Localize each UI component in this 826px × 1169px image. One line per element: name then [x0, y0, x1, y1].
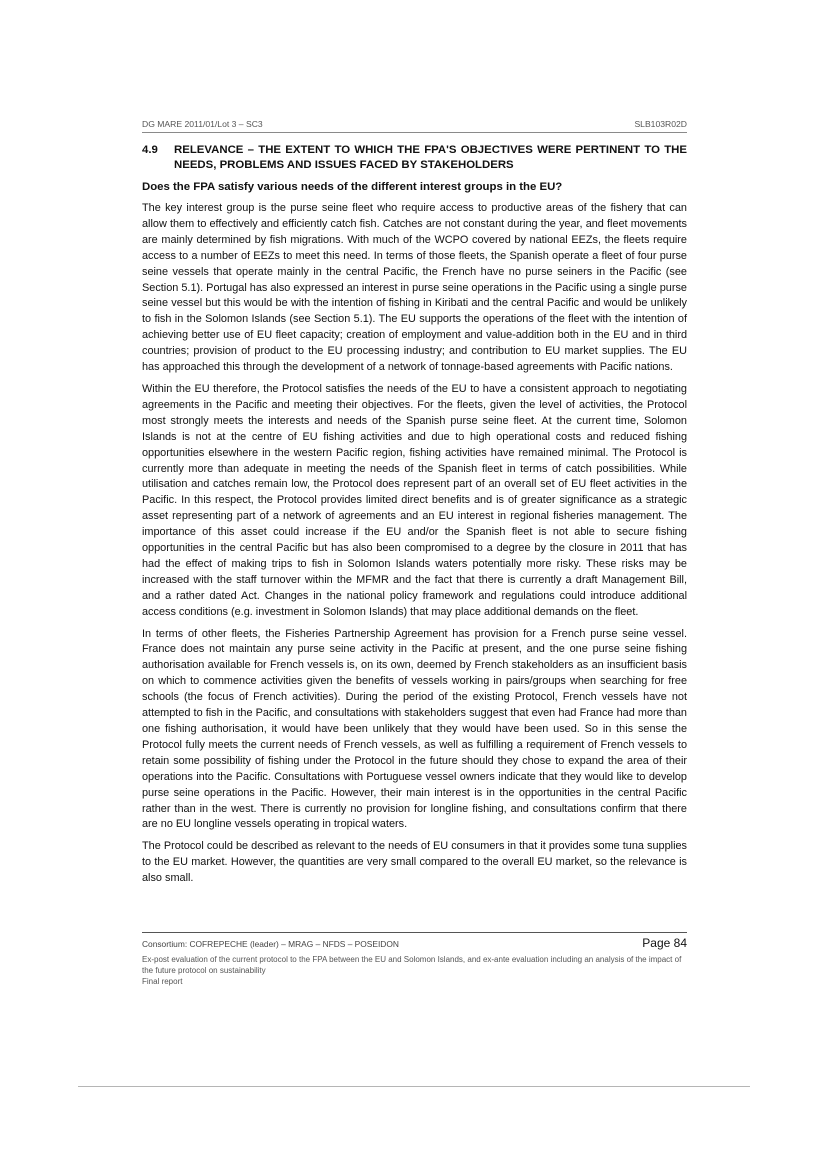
footer-consortium: Consortium: COFREPECHE (leader) – MRAG – NFDS – POSEIDON	[142, 939, 399, 949]
header-document-code: SLB103R02D	[634, 119, 687, 129]
footer-top-line	[142, 936, 687, 952]
page-footer	[142, 932, 687, 987]
paragraph-eu-consumers: The Protocol could be described as relevant to the needs of EU consumers in that it provides some tuna supplies to the EU market. However, the quantities are very small compared to the overall EU market, so the relevance is also small.	[142, 840, 687, 885]
footer-rule	[142, 932, 687, 933]
section-heading	[142, 143, 687, 173]
page-bottom-divider	[78, 1086, 750, 1087]
footer-final-report: Final report	[142, 977, 183, 986]
page-content	[142, 143, 687, 887]
footer-description: Ex-post evaluation of the current protocol to the FPA between the EU and Solomon Islands, and ex-ante evaluation including an analysis of the impact of the future protocol on sustainability	[142, 955, 682, 975]
paragraph-other-fleets: In terms of other fleets, the Fisheries Partnership Agreement has provision for a French purse seine vessel. France does not maintain any purse seine activity in the Pacific at present, and the one purse seine fishing authorisation available for French vessels is, on its own, deemed by French stakeholders as an insufficient basis on which to commence activities given the benefits of vessels working in pairs/groups when searching for free schools (the focus of French activities). During the period of the existing Protocol, French vessels have not attempted to fish in the Pacific, and consultations with stakeholders suggest that even had France had more than one fishing authorisation, it would have been unlikely that they would have been used. So in this sense the Protocol fully meets the current needs of French vessels, as well as fulfilling a requirement of French vessels to retain some possibility of fishing under the Protocol in the future should they chose to expand the area of their operations into the Pacific. Consultations with Portuguese vessel owners indicate that they would like to develop purse seine operations in the Pacific. However, their main interest is in the opportunities in the central Pacific rather than in the west. There is currently no provision for longline fishing, and consultations confirm that there are no EU longline vessels operating in tropical waters.	[142, 627, 687, 831]
paragraph-within-eu: Within the EU therefore, the Protocol satisfies the needs of the EU to have a consistent approach to negotiating agreements in the Pacific and meeting their objectives. For the fleets, given the level of activities, the Protocol most strongly meets the interests and needs of the Spanish purse seine fleet. At the current time, Solomon Islands is not at the centre of EU fishing activities and due to high operational costs and reduced fishing opportunities elsewhere in the western Pacific region, fishing activities have remained minimal. The Protocol is currently more than adequate in meeting the needs of the Spanish fleet in terms of catch possibilities. While utilisation and catches remain low, the Protocol does represent part of an overall set of EU fleet activities in the Pacific. In this respect, the Protocol provides limited direct benefits and is of greater significance as a strategic asset representing part of a network of agreements and an EU interest in regional fisheries management. The importance of this asset could increase if the EU and/or the Spanish fleet is not able to secure fishing opportunities in the central Pacific but has also been compromised to a degree by the closure in 2011 that has had the effect of making trips to fish in Solomon Islands waters potentially more risky. These risks may be increased with the staff turnover within the MFMR and the fact that there is currently a draft Management Bill, and a rather dated Act. Changes in the national policy framework and regulations could introduce additional access conditions (e.g. investment in Solomon Islands) that may place additional demands on the fleet.	[142, 382, 687, 618]
section-title: RELEVANCE – THE EXTENT TO WHICH THE FPA'S OBJECTIVES WERE PERTINENT TO THE NEEDS, PROBLEMS AND ISSUES FACED BY STAKEHOLDERS	[174, 144, 687, 171]
paragraph-key-interest-group: The key interest group is the purse seine fleet who require access to productive areas of the fishery that can allow them to effectively and efficiently catch fish. Catches are not constant during the year, and fleet movements are mainly determined by fish migrations. With much of the WCPO covered by national EEZs, the fleets require access to a number of EEZs to meet this need. In terms of those fleets, the Spanish operate a fleet of four purse seine vessels that operate mainly in the central Pacific, the French have no purse seiners in the Pacific (see Section 5.1). Portugal has also expressed an interest in purse seine operations in the Pacific using a single purse seine vessel but this would be with the intention of fishing in Kiribati and the central Pacific and would be unlikely to fish in the Solomon Islands (see Section 5.1). The EU supports the operations of the fleet with the intention of achieving better use of EU fleet capacity; creation of employment and value-addition both in the EU and in third countries; provision of product to the EU processing industry; and contribution to EU market supplies. The EU has approached this through the development of a network of tonnage-based agreements with Pacific nations.	[142, 202, 687, 374]
running-header	[142, 118, 687, 133]
question-heading: Does the FPA satisfy various needs of the different interest groups in the EU?	[142, 181, 563, 193]
section-number: 4.9	[142, 144, 158, 156]
page-number: Page 84	[642, 936, 687, 950]
header-reference: DG MARE 2011/01/Lot 3 – SC3	[142, 119, 263, 129]
